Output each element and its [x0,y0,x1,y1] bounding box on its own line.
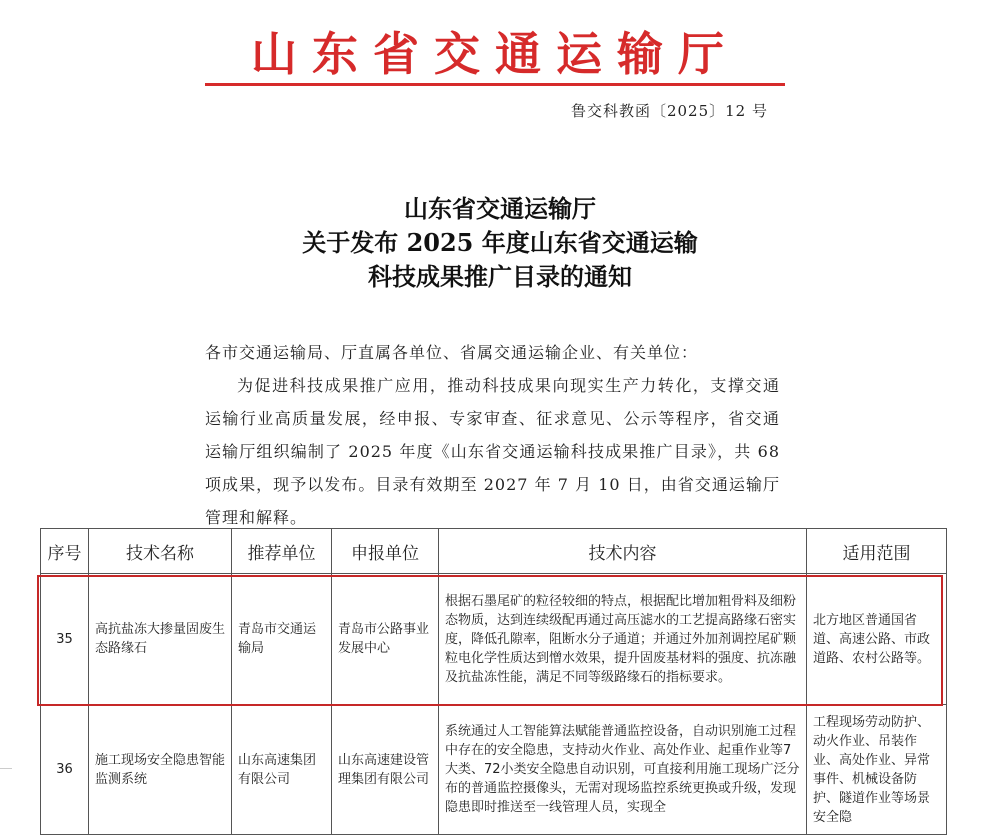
catalog-table [40,528,947,835]
header-cell: 适用范围 [807,529,947,574]
red-divider [205,83,785,86]
table-row [41,574,947,705]
tech-name: 高抗盐冻大掺量固废生态路缘石 [89,574,232,705]
tech-content: 系统通过人工智能算法赋能普通监控设备，自动识别施工过程中存在的安全隐患，支持动火作业、高处作业、起重作业等7大类、72小类安全隐患自动识别，可直接利用施工现场广泛分布的普通监控摄像头，无需对现场监控系统更换或升级，发现隐患即时推送至一线管理人员，实现全 [439,705,807,835]
org-title: 山东省交通运输厅 [251,27,739,81]
row-number: 36 [41,705,89,835]
row-number: 35 [41,574,89,705]
recommender: 青岛市交通运输局 [232,574,332,705]
doc-number: 鲁交科教函〔2025〕12 号 [570,102,768,120]
header-cell: 推荐单位 [232,529,332,574]
notice-title-line: 山东省交通运输厅 [404,194,596,223]
scope: 北方地区普通国省道、高速公路、市政道路、农村公路等。 [807,574,947,705]
applicant: 青岛市公路事业发展中心 [332,574,439,705]
recommender: 山东高速集团有限公司 [232,705,332,835]
table-row [41,705,947,835]
edge-mark [0,768,12,769]
header-cell: 技术内容 [439,529,807,574]
header-cell: 申报单位 [332,529,439,574]
notice-paragraph: 为促进科技成果推广应用，推动科技成果向现实生产力转化，支撑交通运输行业高质量发展，经申报、专家审查、征求意见、公示等程序，省交通运输厅组织编制了 2025 年度《山东省交通运输科技成果推广目录》，共 68 项成果，现予以发布。目录有效期至 2027 年 7 月 10 日，由省交通运输厅管理和解释。 [205,376,780,527]
applicant: 山东高速建设管理集团有限公司 [332,705,439,835]
tech-content: 根据石墨尾矿的粒径较细的特点，根据配比增加粗骨料及细粉态物质，达到连续级配再通过高压滤水的工艺提高路缘石密实度，降低孔隙率，阻断水分子通道；并通过外加剂调控尾矿颗粒电化学性质达到憎水效果，提升固废基材料的强度、抗冻融及抗盐冻性能，满足不同等级路缘石的指标要求。 [439,574,807,705]
notice-body [205,336,780,534]
notice-title-line: 科技成果推广目录的通知 [368,262,632,291]
scope: 工程现场劳动防护、动火作业、吊装作业、高处作业、异常事件、机械设备防护、隧道作业等场景安全隐 [807,705,947,835]
header-cell: 序号 [41,529,89,574]
salutation: 各市交通运输局、厅直属各单位、省属交通运输企业、有关单位： [205,343,699,362]
tech-name: 施工现场安全隐患智能监测系统 [89,705,232,835]
notice-title [200,192,800,294]
table-header-row [41,529,947,574]
header-cell: 技术名称 [89,529,232,574]
notice-title-line: 关于发布 2025 年度山东省交通运输 [302,228,698,257]
